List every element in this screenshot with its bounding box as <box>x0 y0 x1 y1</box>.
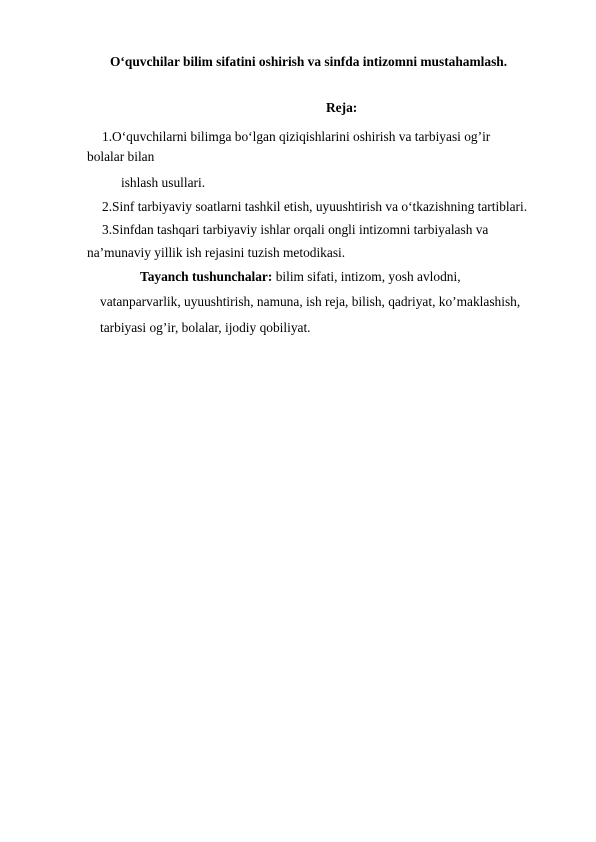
key-concepts-line-1 <box>140 269 461 285</box>
plan-item-1-line-1: 1.O‘quvchilarni bilimga bo‘lgan qiziqishlarini oshirish va tarbiyasi og’ir <box>102 129 491 144</box>
document-title: O‘quvchilar bilim sifatini oshirish va sinfda intizomni mustahamlash. <box>110 54 508 69</box>
plan-item-3-line-1: 3.Sinfdan tashqari tarbiyaviy ishlar orqali ongli intizomni tarbiyalash va <box>102 222 489 237</box>
key-concepts-line-2: vatanparvarlik, uyuushtirish, namuna, ish reja, bilish, qadriyat, ko’maklashish, <box>100 294 521 309</box>
plan-item-2: 2.Sinf tarbiyaviy soatlarni tashkil etish, uyuushtirish va o‘tkazishning tartiblari. <box>102 199 528 214</box>
plan-item-3-line-2: na’munaviy yillik ish rejasini tuzish metodikasi. <box>87 245 346 260</box>
key-concepts-line-3: tarbiyasi og’ir, bolalar, ijodiy qobiliyat. <box>100 320 311 335</box>
key-concepts-label: Tayanch tushunchalar: <box>140 269 273 284</box>
key-concepts-text-1: bilim sifati, intizom, yosh avlodni, <box>272 269 461 284</box>
plan-item-1-line-3: ishlash usullari. <box>121 175 206 190</box>
plan-heading: Reja: <box>326 100 358 115</box>
plan-item-1-line-2: bolalar bilan <box>87 149 155 164</box>
